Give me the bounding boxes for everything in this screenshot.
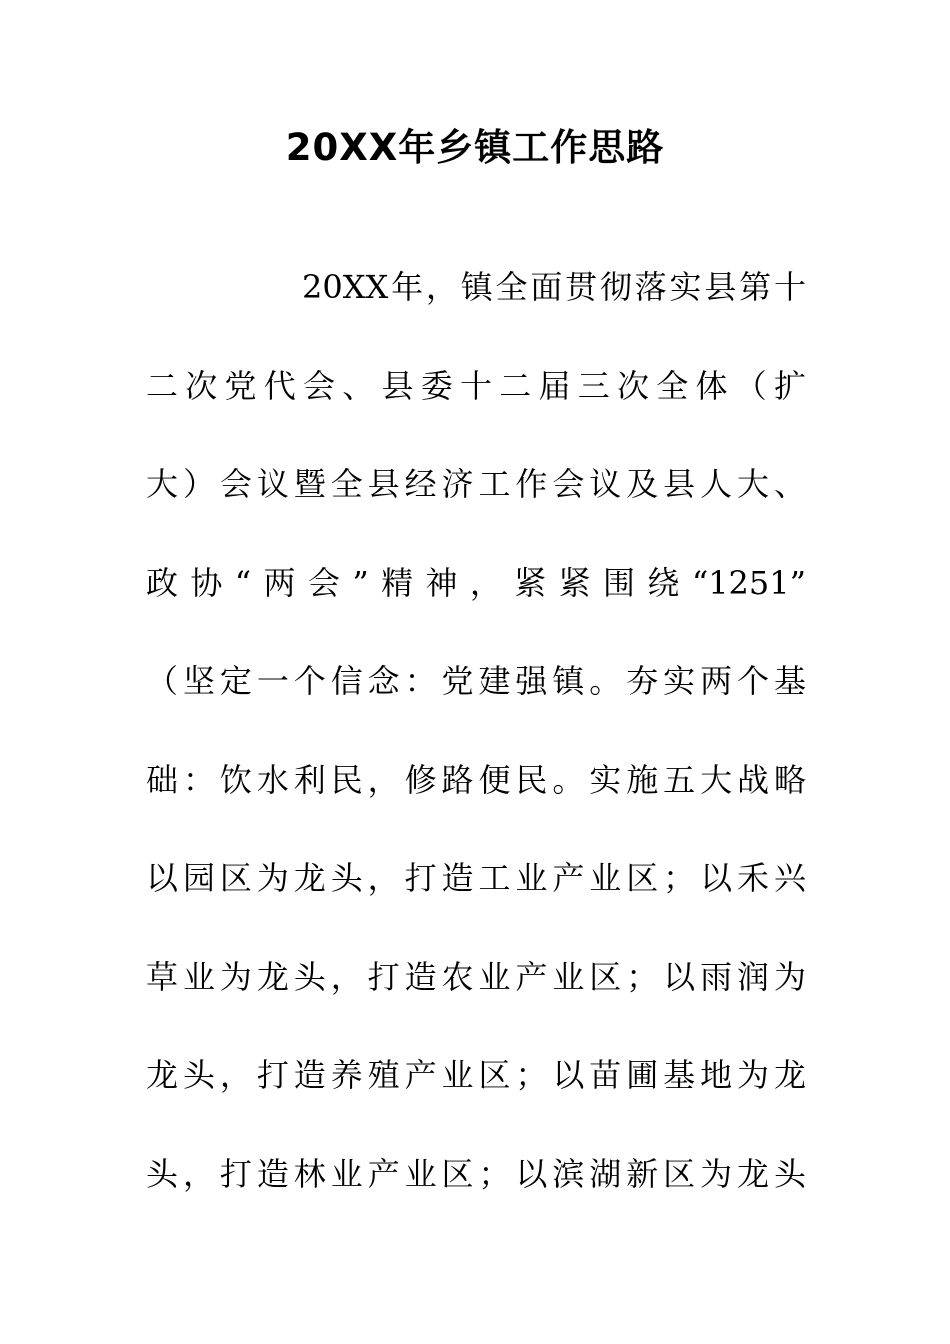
paragraph-line: 头，打造林业产业区；以滨湖新区为龙头 <box>146 1154 806 1193</box>
paragraph-line: 大）会议暨全县经济工作会议及县人大、 <box>146 465 806 503</box>
paragraph-line: 政协“两会”精神，紧紧围绕“1251” <box>146 563 806 602</box>
paragraph-line: 础：饮水利民，修路便民。实施五大战略 <box>146 760 806 799</box>
paragraph-line: （坚定一个信念：党建强镇。夯实两个基 <box>146 662 806 700</box>
document-body <box>146 262 806 1247</box>
document-title: 20XX年乡镇工作思路 <box>285 126 665 169</box>
paragraph-line: 20XX年，镇全面贯彻落实县第十 <box>302 268 806 306</box>
paragraph-line: 草业为龙头，打造农业产业区；以雨润为 <box>146 957 806 996</box>
paragraph-line: 龙头，打造养殖产业区；以苗圃基地为龙 <box>146 1056 806 1094</box>
paragraph-line: 以园区为龙头，打造工业产业区；以禾兴 <box>146 859 806 897</box>
paragraph-line: 二次党代会、县委十二届三次全体（扩 <box>146 366 806 405</box>
